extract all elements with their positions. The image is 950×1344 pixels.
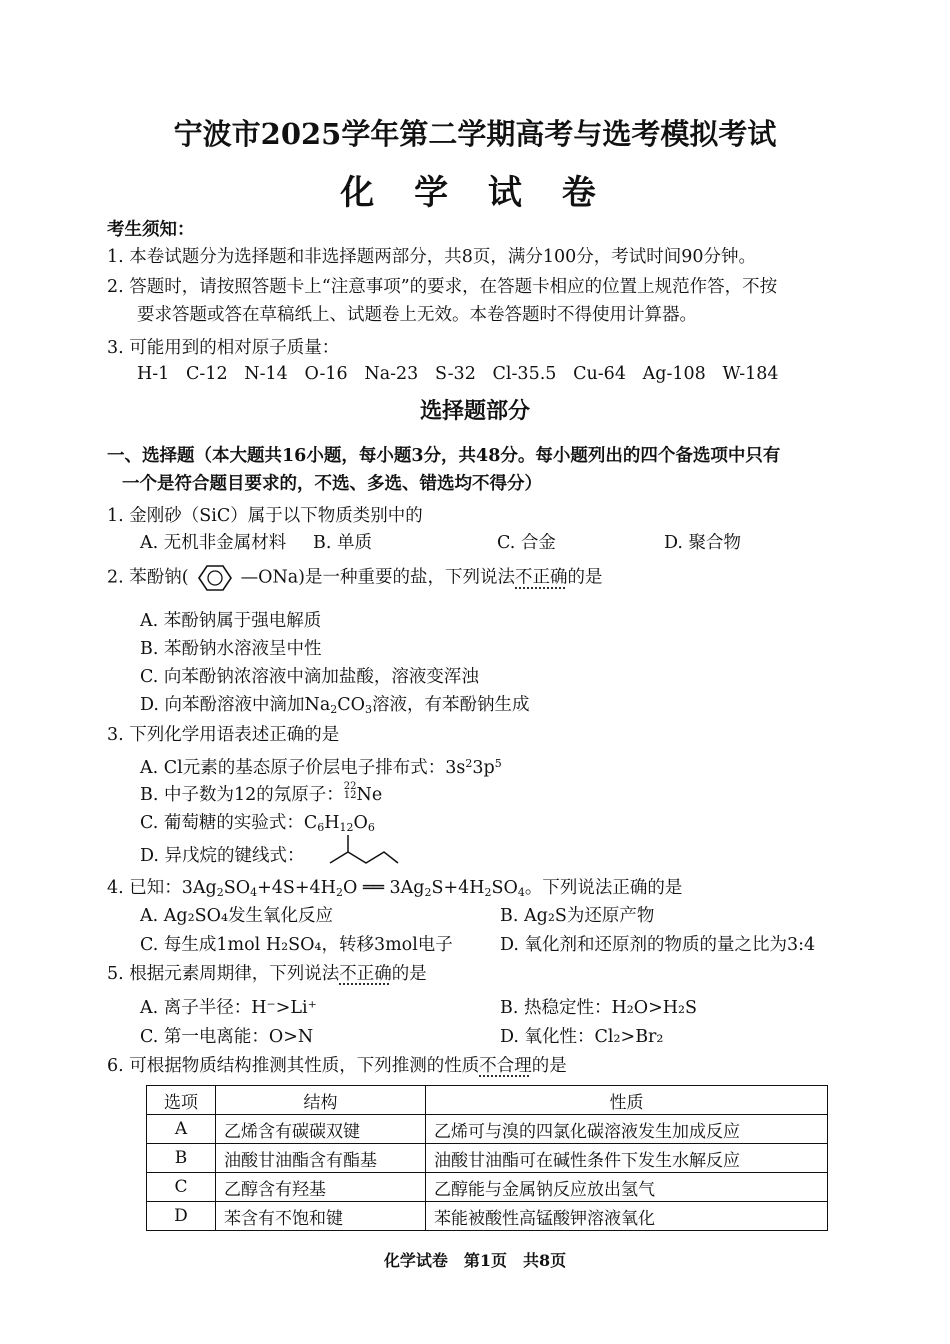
q2-end: 的是	[567, 567, 603, 588]
table-header-row	[147, 1086, 828, 1115]
q4-stem: 4. 已知：$3Ag_2SO_4+4S+4H_2O$ ══ $3Ag_2S+4H_2SO_4$。下列说法正确的是	[107, 878, 683, 899]
table-cell: C	[147, 1173, 216, 1202]
mass-h: H-1	[137, 364, 170, 384]
mass-na: Na-23	[364, 364, 419, 384]
q4-option-c: C. 每生成1mol H₂SO₄，转移3mol电子	[140, 935, 453, 955]
table-cell: 乙醇能与金属钠反应放出氢气	[426, 1173, 828, 1202]
q4-option-b: B. Ag₂S为还原产物	[500, 906, 655, 926]
q3-option-b: B. 中子数为12的氖原子：22 12Ne	[140, 781, 383, 805]
table-row	[147, 1202, 828, 1231]
table-cell: D	[147, 1202, 216, 1231]
table-cell: 乙烯可与溴的四氯化碳溶液发生加成反应	[426, 1115, 828, 1144]
table-header: 结构	[216, 1086, 426, 1115]
q2-num: 2. 苯酚钠(	[107, 567, 189, 588]
notice-heading: 考生须知：	[107, 220, 195, 240]
q2-option-c: C. 向苯酚钠浓溶液中滴加盐酸，溶液变浑浊	[140, 667, 479, 687]
page-footer: 化学试卷 第1页 共8页	[383, 1251, 567, 1270]
q2-option-a: A. 苯酚钠属于强电解质	[140, 611, 322, 631]
q5-option-d: D. 氧化性：Cl₂>Br₂	[500, 1027, 664, 1047]
q3-stem: 3. 下列化学用语表述正确的是	[107, 725, 340, 745]
table-row	[147, 1144, 828, 1173]
notice-item-1: 1. 本卷试题分为选择题和非选择题两部分，共8页，满分100分，考试时间90分钟。	[107, 247, 757, 267]
table-header: 选项	[147, 1086, 216, 1115]
table-cell: B	[147, 1144, 216, 1173]
q5-stem: 5. 根据元素周期律，下列说法不正确的是	[107, 964, 427, 984]
mass-o: O-16	[304, 364, 348, 384]
table-cell: 乙醇含有羟基	[216, 1173, 426, 1202]
q1-option-d: D. 聚合物	[664, 533, 742, 553]
table-cell: 油酸甘油酯含有酯基	[216, 1144, 426, 1173]
q2-stem-rest: 是一种重要的盐，下列说法	[305, 567, 516, 588]
part1-instructions-cont: 一个是符合题目要求的，不选、多选、错选均不得分）	[122, 474, 542, 494]
q2-option-b: B. 苯酚钠水溶液呈中性	[140, 639, 322, 659]
table-row	[147, 1115, 828, 1144]
table-cell: 乙烯含有碳碳双键	[216, 1115, 426, 1144]
mass-n: N-14	[244, 364, 288, 384]
q3-option-c: C. 葡萄糖的实验式：$C_6H_{12}O_6$	[140, 813, 375, 834]
q5-option-a: A. 离子半径：H⁻>Li⁺	[140, 998, 317, 1018]
exam-subject: 化 学 试 卷	[340, 173, 610, 213]
table-cell: 苯含有不饱和键	[216, 1202, 426, 1231]
table-cell: A	[147, 1115, 216, 1144]
mass-s: S-32	[435, 364, 476, 384]
q5-option-c: C. 第一电离能：O>N	[140, 1027, 314, 1047]
table-row	[147, 1173, 828, 1202]
isopentane-skeletal-icon	[318, 833, 400, 869]
table-header: 性质	[426, 1086, 828, 1115]
mass-ag: Ag-108	[642, 364, 706, 384]
section-title: 选择题部分	[419, 398, 530, 424]
benzene-ring-icon	[189, 563, 241, 593]
q3-option-a: A. Cl元素的基态原子价层电子排布式：$3s^23p^5$	[140, 757, 502, 778]
q6-stem: 6. 可根据物质结构推测其性质，下列推测的性质不合理的是	[107, 1056, 567, 1076]
notice-item-3: 3. 可能用到的相对原子质量：	[107, 338, 340, 358]
q4-option-a: A. Ag₂SO₄发生氧化反应	[140, 906, 333, 926]
mass-cu: Cu-64	[573, 364, 626, 384]
q2-option-d: D. 向苯酚溶液中滴加$Na_2CO_3$溶液，有苯酚钠生成	[140, 695, 530, 716]
table-cell: 油酸甘油酯可在碱性条件下发生水解反应	[426, 1144, 828, 1173]
part1-instructions: 一、选择题（本大题共16小题，每小题3分，共48分。每小题列出的四个备选项中只有	[107, 446, 781, 466]
q1-option-c: C. 合金	[497, 533, 556, 553]
q1-option-a: A. 无机非金属材料	[140, 533, 287, 553]
q5-option-b: B. 热稳定性：H₂O>H₂S	[500, 998, 698, 1018]
q2-emphasis: 不正确	[515, 567, 568, 588]
mass-w: W-184	[722, 364, 779, 384]
q1-stem: 1. 金刚砂（SiC）属于以下物质类别中的	[107, 506, 423, 526]
q4-option-d: D. 氧化剂和还原剂的物质的量之比为3:4	[500, 935, 816, 955]
q2-ona: —ONa)	[240, 567, 306, 588]
q1-option-b: B. 单质	[313, 533, 372, 553]
mass-cl: Cl-35.5	[492, 364, 557, 384]
q3-option-d: D. 异戊烷的键线式：	[140, 846, 305, 866]
notice-item-2-cont: 要求答题或答在草稿纸上、试题卷上无效。本卷答题时不得使用计算器。	[137, 305, 697, 325]
mass-c: C-12	[186, 364, 228, 384]
q2-stem	[107, 563, 603, 593]
table-cell: 苯能被酸性高锰酸钾溶液氧化	[426, 1202, 828, 1231]
q6-table	[146, 1085, 828, 1231]
exam-title: 宁波市2025学年第二学期高考与选考模拟考试	[173, 117, 777, 151]
atomic-masses	[137, 362, 779, 386]
notice-item-2: 2. 答题时，请按照答题卡上“注意事项”的要求，在答题卡相应的位置上规范作答，不按	[107, 277, 778, 297]
